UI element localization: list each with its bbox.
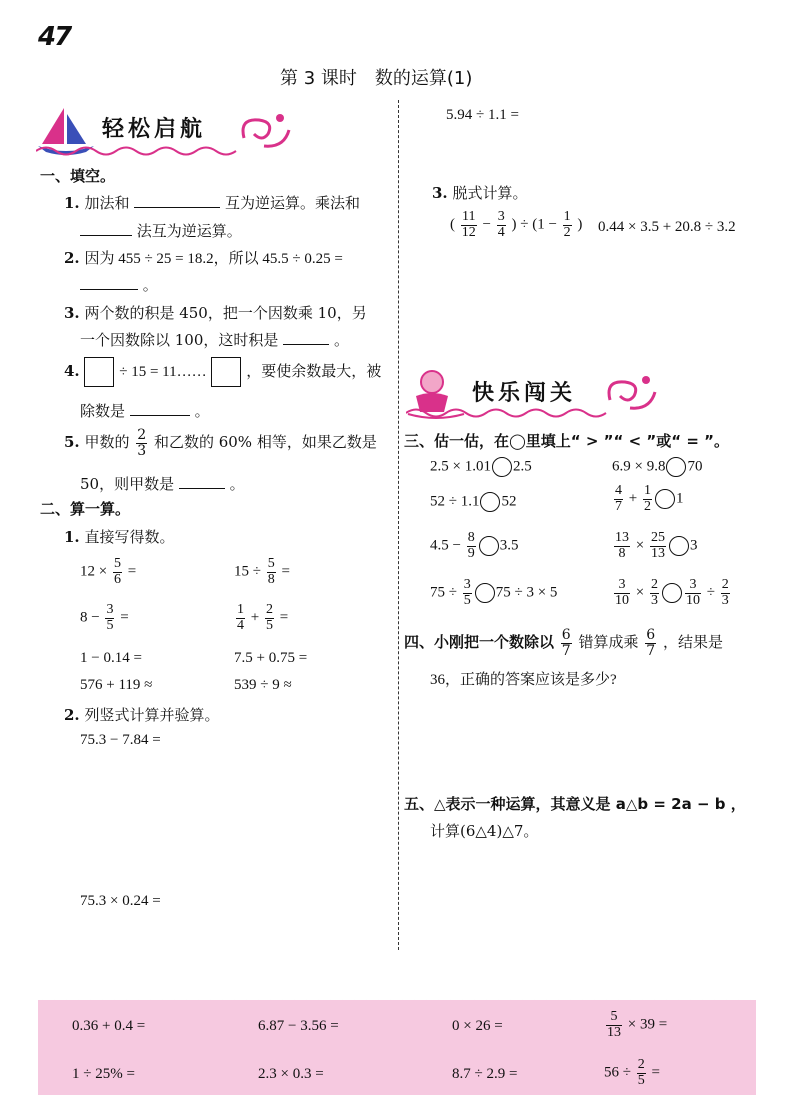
q-number: 3. [64,304,80,322]
fraction: $\frac{5}{13}$ [607,1009,621,1040]
fraction: $\frac{2}{3}$ [137,427,147,459]
fill-q3-line2 [80,329,349,350]
column-divider [398,100,399,950]
fill-q3-line1 [64,302,367,323]
direct-calc-5: 1 − 0.14 = [80,650,142,666]
direct-calc-4: $\frac{1}{4}$ + $\frac{2}{5}$ = [237,602,289,633]
section4-text-a: 四、小刚把一个数除以 [404,633,555,652]
compare-circle[interactable] [655,489,675,509]
q3-text-b: 一个因数除以 100，这时积是 [80,331,279,349]
section3-heading: 三、估一估，在◯里填上“ > ”“ < ”或“ = ”。 [404,432,729,450]
fill-q4-line1 [64,357,381,387]
estimate-3: 52 ÷ 1.1 52 [430,492,516,512]
bottom-calc-3: 0 × 26 = [452,1018,503,1034]
bottom-calc-4: $\frac{5}{13}$ × 39 = [607,1009,668,1040]
flourish-icon [600,370,660,414]
direct-calc-1: 12 × $\frac{5}{6}$ = [80,556,137,587]
fraction: $\frac{3}{10}$ [685,577,700,608]
calc-q3-label [432,182,527,203]
q4-text-d: 。 [194,402,210,420]
fraction: $\frac{1}{2}$ [643,483,651,514]
fraction: $\frac{6}{7}$ [646,627,656,659]
calc-q1-label [64,526,174,547]
flourish-icon [234,108,294,152]
q1-text-b: 互为逆运算。乘法和 [225,194,361,212]
q5-text-d: 。 [229,475,245,493]
fraction: $\frac{6}{7}$ [561,627,571,659]
compare-circle[interactable] [479,536,499,556]
fill-q2-line1 [64,247,343,268]
estimate-6: $\frac{13}{8}$ × $\frac{25}{13}$ 3 [615,530,698,561]
compare-circle[interactable] [492,457,512,477]
fraction: $\frac{3}{10}$ [615,577,629,608]
answer-blank[interactable] [80,288,138,290]
vertical-calc-1: 75.3 − 7.84 = [80,732,161,748]
q5-text-b: 和乙数的 60% 相等，如果乙数是 [153,433,377,452]
q-number: 3. [432,184,448,202]
fraction: $\frac{2}{3}$ [721,577,729,608]
scalloped-edge [38,994,756,1006]
vertical-calc-2: 75.3 × 0.24 = [80,893,161,909]
answer-blank[interactable] [134,206,220,208]
estimate-5: 4.5 − $\frac{8}{9}$ 3.5 [430,530,519,561]
section5-text-a: 五、△表示一种运算，其意义是 a△b = 2a − b ， [404,795,746,813]
banner-left [36,104,296,158]
section5-line1 [404,793,746,814]
fraction: $\frac{3}{5}$ [106,602,114,633]
fraction: $\frac{3}{4}$ [497,209,505,240]
step-calc-2: 0.44 × 3.5 + 20.8 ÷ 3.2 [598,219,736,235]
estimate-4: $\frac{4}{7}$ + $\frac{1}{2}$ 1 [615,483,684,514]
bottom-calc-6: 2.3 × 0.3 = [258,1066,324,1082]
bottom-calc-5: 1 ÷ 25% = [72,1066,135,1082]
section2-heading: 二、算一算。 [40,500,131,518]
estimate-2: 6.9 × 9.8 70 [612,457,702,477]
q-number: 5. [64,433,80,452]
direct-calc-6: 7.5 + 0.75 = [234,650,308,666]
fill-q1-line1 [64,192,360,213]
fraction: $\frac{11}{12}$ [461,209,476,240]
section4-text-b: 错算成乘 [578,633,639,652]
fill-q4-line2 [80,400,210,421]
q4-text-c: 除数是 [80,402,126,420]
q2-text-b: 。 [142,276,158,294]
q3-text-a: 两个数的积是 450，把一个因数乘 10，另 [84,304,367,322]
section4-line2: 36，正确的答案应该是多少? [430,672,617,688]
fraction: $\frac{3}{5}$ [463,577,471,608]
q-number: 2. [64,706,80,724]
right-top-calc: 5.94 ÷ 1.1 = [446,107,519,123]
fill-q5-line1 [64,428,377,458]
estimate-8: $\frac{3}{10}$ × $\frac{2}{3}$ $\frac{3}{10}$ ÷ $\frac{2}{3}$ [615,577,729,608]
fraction: $\frac{2}{5}$ [637,1057,645,1088]
banner-right-title: 快乐闯关 [472,381,577,406]
estimate-1: 2.5 × 1.01 2.5 [430,457,532,477]
compare-circle[interactable] [475,583,495,603]
answer-blank[interactable] [130,414,190,416]
compare-circle[interactable] [662,583,682,603]
bottom-calc-2: 6.87 − 3.56 = [258,1018,339,1034]
fraction: $\frac{8}{9}$ [467,530,475,561]
q-number: 1. [64,194,80,212]
answer-blank[interactable] [283,343,329,345]
q1-text-c: 法互为逆运算。 [136,222,242,240]
fraction: $\frac{4}{7}$ [615,483,622,514]
fill-q2-line2 [80,274,158,295]
fraction: $\frac{1}{2}$ [563,209,571,240]
fraction: $\frac{25}{13}$ [650,530,665,561]
q1-text-a: 加法和 [84,194,130,212]
fraction: $\frac{5}{8}$ [267,556,275,587]
bottom-practice-bar [38,1000,756,1095]
direct-calc-2: 15 ÷ $\frac{5}{8}$ = [234,556,290,587]
banner-left-title: 轻松启航 [102,117,207,142]
direct-calc-7: 576 + 119 ≈ [80,677,153,693]
q5-text-c: 50，则甲数是 [80,475,175,493]
direct-calc-8: 539 ÷ 9 ≈ [234,677,292,693]
fraction: $\frac{2}{3}$ [650,577,658,608]
answer-blank[interactable] [80,234,132,236]
q4-text-b: ，要使余数最大，被 [246,362,382,380]
section5-line2: 计算(6△4)△7。 [430,822,539,840]
bottom-calc-8: 56 ÷ $\frac{2}{5}$ = [604,1057,660,1088]
estimate-7: 75 ÷ $\frac{3}{5}$ 75 ÷ 3 × 5 [430,577,558,608]
bottom-calc-7: 8.7 ÷ 2.9 = [452,1066,518,1082]
banner-right [406,366,662,420]
q2-text-a: 因为 455 ÷ 25 = 18.2，所以 45.5 ÷ 0.25 = [84,251,343,267]
calc-q1-text: 直接写得数。 [84,528,175,546]
section4-line1 [404,628,723,658]
q-number: 1. [64,528,80,546]
fill-q5-line2 [80,473,245,494]
q-number: 4. [64,362,80,380]
step-calc-1: ( $\frac{11}{12}$ − $\frac{3}{4}$ ) ÷ (1 − $\frac{1}{2}$ ) [450,209,583,240]
fraction: $\frac{13}{8}$ [615,530,629,561]
answer-blank[interactable] [179,487,225,489]
q5-text-a: 甲数的 [84,433,130,452]
q4-text-a: ÷ 15 = 11…… [119,364,207,380]
lesson-title: 第 3 课时 数的运算(1) [280,68,473,89]
page-number: 47 [38,22,71,52]
fraction: $\frac{1}{4}$ [237,602,244,633]
bottom-calc-1: 0.36 + 0.4 = [72,1018,146,1034]
q-number: 2. [64,249,80,267]
calc-q2-label [64,704,219,725]
compare-circle[interactable] [480,492,500,512]
fraction: $\frac{2}{5}$ [265,602,273,633]
calc-q2-text: 列竖式计算并验算。 [84,706,220,724]
calc-q3-text: 脱式计算。 [452,184,528,202]
fill-q1-line2 [80,220,242,241]
fraction: $\frac{5}{6}$ [113,556,121,587]
section4-text-c: ，结果是 [663,633,724,652]
compare-circle[interactable] [666,457,686,477]
q3-text-c: 。 [333,331,349,349]
direct-calc-3: 8 − $\frac{3}{5}$ = [80,602,129,633]
dividend-box[interactable] [84,357,114,387]
compare-circle[interactable] [669,536,689,556]
section1-heading: 一、填空。 [40,167,116,185]
remainder-box[interactable] [211,357,241,387]
